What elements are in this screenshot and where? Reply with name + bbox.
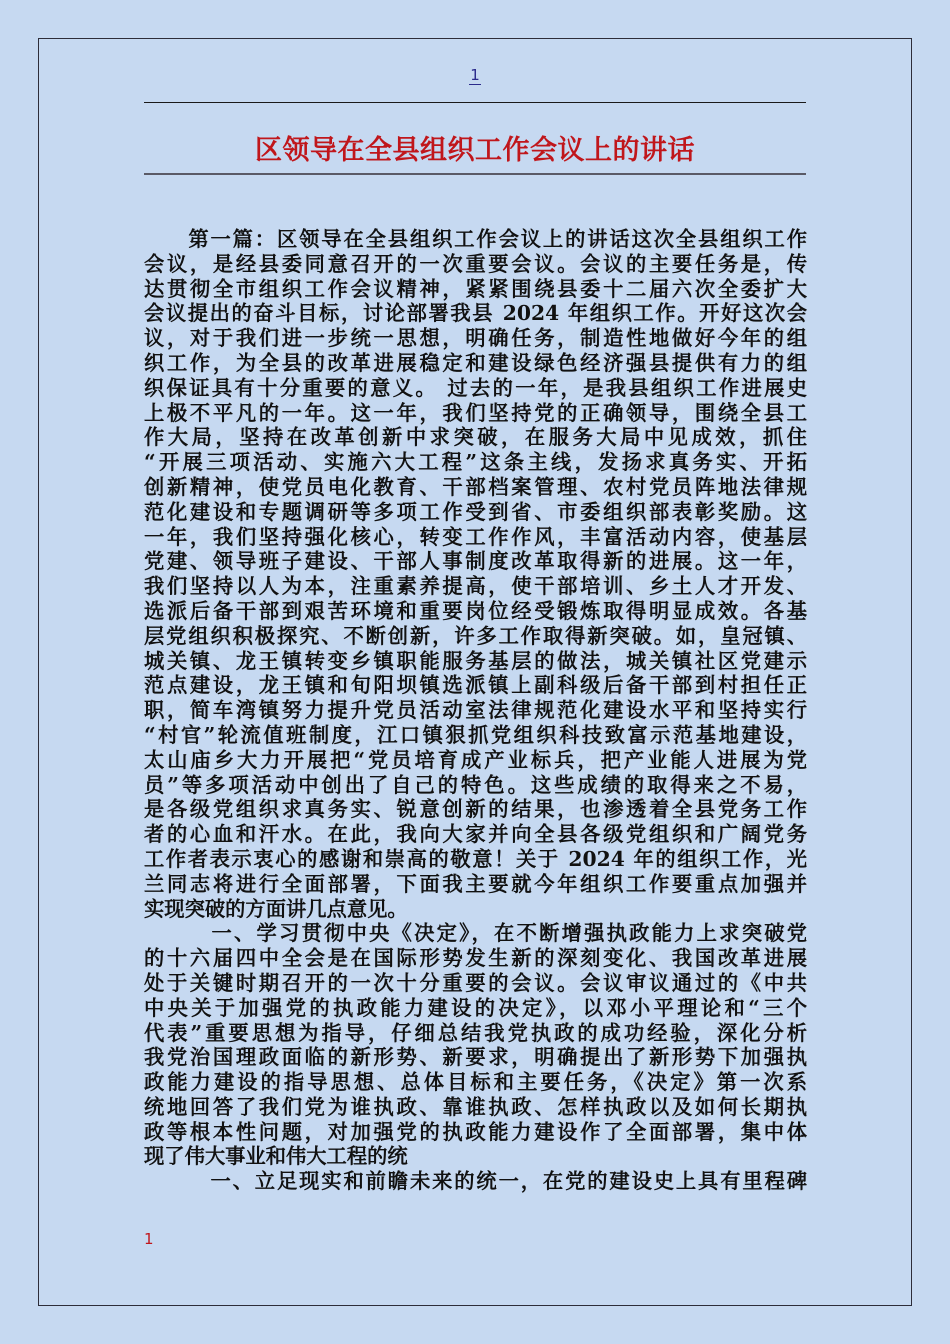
title-divider — [144, 173, 806, 175]
body-line: 实现突破的方面讲几点意见。 — [144, 896, 408, 921]
body-line: 城关镇、龙王镇转变乡镇职能服务基层的做法，城关镇社区党建示 — [144, 648, 807, 673]
body-line: 中央关于加强党的执政能力建设的决定》，以邓小平理论和“三个 — [144, 995, 807, 1020]
header-page-number-text: 1 — [470, 66, 480, 84]
body-line: 议，对于我们进一步统一思想，明确任务，制造性地做好今年的组 — [144, 326, 807, 351]
body-line: 我们坚持以人为本，注重素养提高，使干部培训、乡土人才开发、 — [144, 574, 807, 599]
body-line: 范化建设和专题调研等多项工作受到省、市委组织部表彰奖励。这 — [144, 499, 807, 524]
body-line: 员”等多项活动中创出了自己的特色。这些成绩的取得来之不易， — [144, 772, 807, 797]
body-line: 处于关键时期召开的一次十分重要的会议。会议审议通过的《中共 — [144, 970, 807, 995]
body-line: 上极不平凡的一年。这一年，我们坚持党的正确领导，围绕全县工 — [144, 400, 807, 425]
body-line: 第一篇：区领导在全县组织工作会议上的讲话这次全县组织工作 — [144, 227, 807, 251]
body-line: 代表”重要思想为指导，仔细总结我党执政的成功经验，深化分析 — [144, 1020, 807, 1045]
body-line: 工作者表示衷心的感谢和崇高的敬意！关于 2024 年的组织工作，光 — [144, 846, 807, 871]
document-body — [144, 227, 807, 1194]
body-line: 织工作，为全县的改革进展稳定和建设绿色经济强县提供有力的组 — [144, 350, 807, 375]
body-line: 织保证具有十分重要的意义。 过去的一年，是我县组织工作进展史 — [144, 375, 807, 400]
footer-page-number: 1 — [144, 1230, 154, 1248]
body-line: 一年，我们坚持强化核心，转变工作作风，丰富活动内容，使基层 — [144, 524, 807, 549]
body-line: 党建、领导班子建设、干部人事制度改革取得新的进展。这一年， — [144, 549, 807, 574]
body-line: 职，简车湾镇努力提升党员活动室法律规范化建设水平和坚持实行 — [144, 698, 807, 723]
body-line: 者的心血和汗水。在此，我向大家并向全县各级党组织和广阔党务 — [144, 822, 807, 847]
document-title: 区领导在全县组织工作会议上的讲话 — [255, 135, 695, 166]
header-page-number — [0, 66, 950, 84]
body-line: 政能力建设的指导思想、总体目标和主要任务，《决定》第一次系 — [144, 1070, 807, 1095]
body-line: 一、学习贯彻中央《决定》，在不断增强执政能力上求突破党 — [144, 921, 807, 946]
body-line: 作大局，坚持在改革创新中求突破，在服务大局中见成效，抓住 — [144, 425, 807, 450]
body-line: 会议提出的奋斗目标，讨论部署我县 2024 年组织工作。开好这次会 — [144, 301, 807, 326]
body-line: 兰同志将进行全面部署，下面我主要就今年组织工作要重点加强并 — [144, 871, 807, 896]
body-line: 我党治国理政面临的新形势、新要求，明确提出了新形势下加强执 — [144, 1045, 807, 1070]
body-line: 层党组织积极探究、不断创新，许多工作取得新突破。如，皇冠镇、 — [144, 623, 807, 648]
body-line: 达贯彻全市组织工作会议精神，紧紧围绕县委十二届六次全委扩大 — [144, 276, 807, 301]
body-line: 的十六届四中全会是在国际形势发生新的深刻变化、我国改革进展 — [144, 946, 807, 971]
body-line: 是各级党组织求真务实、锐意创新的结果，也渗透着全县党务工作 — [144, 797, 807, 822]
body-line: 选派后备干部到艰苦环境和重要岗位经受锻炼取得明显成效。各基 — [144, 598, 807, 623]
body-line: 范点建设，龙王镇和旬阳坝镇选派镇上副科级后备干部到村担任正 — [144, 673, 807, 698]
body-line: 政等根本性问题，对加强党的执政能力建设作了全面部署，集中体 — [144, 1119, 807, 1144]
body-line: 创新精神，使党员电化教育、干部档案管理、农村党员阵地法律规 — [144, 474, 807, 499]
body-line: 统地回答了我们党为谁执政、靠谁执政、怎样执政以及如何长期执 — [144, 1094, 807, 1119]
body-line: 太山庙乡大力开展把“党员培育成产业标兵，把产业能人进展为党 — [144, 747, 807, 772]
body-line: 一、立足现实和前瞻未来的统一，在党的建设史上具有里程碑 — [144, 1169, 807, 1194]
body-line: “开展三项活动、实施六大工程”这条主线，发扬求真务实、开拓 — [144, 450, 807, 475]
header-divider — [144, 102, 806, 103]
body-line: 会议，是经县委同意召开的一次重要会议。会议的主要任务是，传 — [144, 251, 807, 276]
body-line: 现了伟大事业和伟大工程的统 — [144, 1144, 408, 1169]
body-line: “村官”轮流值班制度，江口镇狠抓党组织科技致富示范基地建设， — [144, 722, 807, 747]
